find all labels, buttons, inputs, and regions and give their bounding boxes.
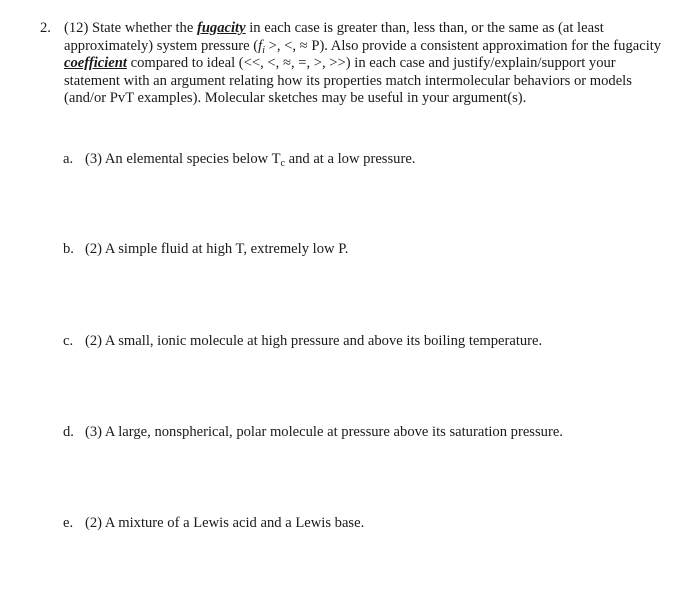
coefficient-term: coefficient — [64, 55, 127, 71]
question-prompt — [64, 20, 670, 108]
part-d — [63, 424, 563, 442]
part-b-text: A simple fluid at high T, extremely low P. — [104, 241, 349, 257]
part-e-points: (2) — [85, 515, 103, 531]
part-c — [63, 333, 542, 351]
part-a-text-2: and at a low pressure. — [284, 151, 416, 167]
part-c-letter: c. — [63, 333, 74, 349]
part-c-text: A small, ionic molecule at high pressure and above its boiling temperature. — [104, 333, 543, 349]
question-number: 2. — [40, 20, 51, 36]
question-2 — [40, 20, 670, 108]
prompt-text-1: State whether the — [91, 20, 197, 36]
question-points: (12) — [64, 20, 89, 36]
part-a-letter: a. — [63, 151, 74, 167]
part-e — [63, 515, 364, 533]
part-a-points: (3) — [85, 151, 103, 167]
part-d-text: A large, nonspherical, polar molecule at pressure above its saturation pressure. — [104, 424, 563, 440]
fugacity-term: fugacity — [196, 20, 246, 36]
part-e-text: A mixture of a Lewis acid and a Lewis base. — [104, 515, 365, 531]
prompt-text-3: >, <, ≈ P). Also provide a consistent approximation for the fugacity — [264, 37, 662, 54]
part-b-points: (2) — [85, 241, 103, 257]
part-c-points: (2) — [85, 333, 103, 349]
prompt-text-2: in each case is greater than, less than, or the same as (at least approximately) system pressure ( — [64, 20, 604, 54]
part-b-letter: b. — [63, 241, 74, 257]
prompt-text-4: compared to ideal (<<, <, ≈, =, >, >>) in each case and justify/explain/support your statement with an argument relating how its properties match intermolecular behaviors or models (and/or PvT examples). Molecular sketches may be useful in your argument(s). — [64, 55, 632, 106]
part-d-letter: d. — [63, 424, 74, 440]
part-e-letter: e. — [63, 515, 74, 531]
part-a-text-1: An elemental species below T — [104, 151, 281, 167]
part-d-points: (3) — [85, 424, 103, 440]
part-a — [63, 151, 415, 169]
part-a-sub: c — [280, 158, 285, 169]
fugacity-symbol: $f_i$ — [258, 37, 265, 56]
part-b — [63, 241, 348, 259]
